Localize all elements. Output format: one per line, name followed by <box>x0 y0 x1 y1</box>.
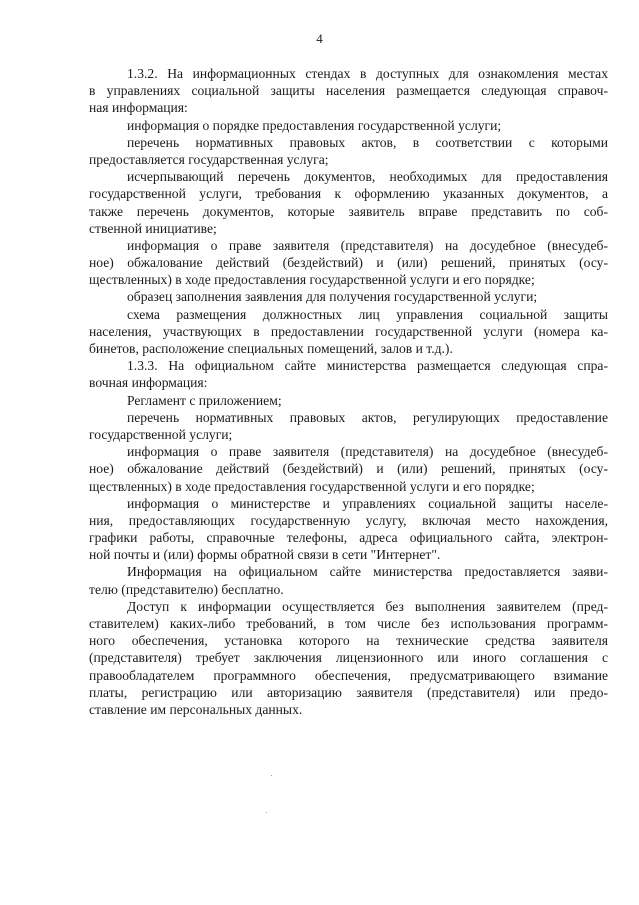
text-line: телю (представителю) бесплатно. <box>89 581 284 597</box>
text-line: государственной услуги; <box>89 426 233 442</box>
text-line: перечень нормативных правовых актов, регулирующих предоставление <box>127 409 608 425</box>
text-line: перечень нормативных правовых актов, в соответствии с которыми <box>127 134 608 150</box>
text-line: ная информация: <box>89 100 188 116</box>
text-line: графики работы, справочные телефоны, адреса официального сайта, электрон- <box>89 530 608 546</box>
text-line: ное) обжалование действий (бездействий) и (или) решений, принятых (осу- <box>89 461 608 477</box>
text-line: ставление им персональных данных. <box>89 701 303 717</box>
text-line: также перечень документов, которые заявитель вправе представить по соб- <box>89 203 608 219</box>
text-line: в управлениях социальной защиты населения размещается следующая справоч- <box>89 83 608 99</box>
text-line: ного обеспечения, установка которого на технические средства заявителя <box>89 633 608 649</box>
text-line: образец заполнения заявления для получения государственной услуги; <box>127 289 538 305</box>
text-line: исчерпывающий перечень документов, необходимых для предоставления <box>127 169 608 185</box>
text-line: информация о порядке предоставления государственной услуги; <box>127 117 502 133</box>
text-line: бинетов, расположение специальных помещений, залов и т.д.). <box>89 341 453 356</box>
text-line: ставителем) каких-либо требований, в том числе без использования программ- <box>89 616 608 631</box>
text-line: информация о праве заявителя (представителя) на досудебное (внесудеб- <box>127 444 608 460</box>
text-line: 1.3.2. На информационных стендах в доступных для ознакомления местах <box>127 66 608 81</box>
text-line: ной почты и (или) формы обратной связи в сети "Интернет". <box>89 547 441 563</box>
text-line: Доступ к информации осуществляется без выполнения заявителем (пред- <box>127 598 608 614</box>
text-line: (представителя) требует заключения лицензионного или иного соглашения с <box>89 650 608 666</box>
text-line: Регламент с приложением; <box>127 392 282 408</box>
text-line: Информация на официальном сайте министерства предоставляется заяви- <box>127 564 608 580</box>
text-line: схема размещения должностных лиц управления социальной защиты <box>127 306 608 322</box>
text-line: государственной услуги, требования к оформлению указанных документов, а <box>89 186 608 202</box>
text-line: ществленных) в ходе предоставления государственной услуги и его порядке; <box>89 272 535 288</box>
text-line: предоставляется государственная услуга; <box>89 151 329 167</box>
text-line: вочная информация: <box>89 375 208 391</box>
text-line: платы, регистрацию или авторизацию заявителя (представителя) или предо- <box>89 684 608 700</box>
text-line: правообладателем программного обеспечения, предусматривающего взимание <box>89 667 608 683</box>
text-line: ществленных) в ходе предоставления государственной услуги и его порядке; <box>89 478 535 494</box>
scan-speck <box>266 812 267 813</box>
scan-speck <box>271 775 272 776</box>
page-number: 4 <box>316 31 323 46</box>
text-line: населения, участвующих в предоставлении государственной услуги (номера ка- <box>89 323 608 339</box>
text-line: ное) обжалование действий (бездействий) и (или) решений, принятых (осу- <box>89 255 608 271</box>
text-line: 1.3.3. На официальном сайте министерства размещается следующая спра- <box>127 358 608 374</box>
document-body <box>89 65 608 718</box>
text-line: ния, предоставляющих государственную услугу, включая место нахождения, <box>89 512 608 528</box>
text-line: информация о министерстве и управлениях социальной защиты населе- <box>127 495 608 511</box>
text-line: информация о праве заявителя (представителя) на досудебное (внесудеб- <box>127 237 608 253</box>
text-line: ственной инициативе; <box>89 220 217 236</box>
